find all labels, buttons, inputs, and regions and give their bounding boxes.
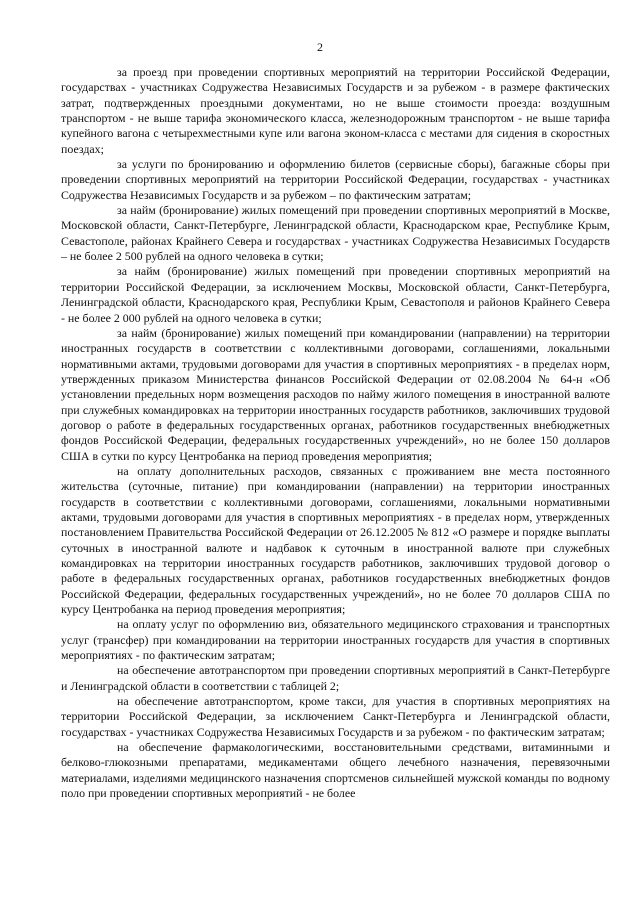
- paragraph-ticket-services: за услуги по бронированию и оформлению билетов (сервисные сборы), багажные сборы при проведении спортивных мероприятий на территории Российской Федерации, государствах - участниках Содружества Независимых Государств и за рубежом – по фактическим затратам;: [61, 157, 610, 202]
- paragraph-housing-abroad: за найм (бронирование) жилых помещений при командировании (направлении) на территории иностранных государств в соответствии с коллективными договорами, соглашениями, локальными нормативными актами, трудовыми договорами для участия в спортивных мероприятиях - в пределах норм, утвержденных приказом Министерства финансов Российской Федерации от 02.08.2004 № 64-н «Об установлении предельных норм возмещения расходов по найму жилого помещения в иностранной валюте при служебных командировках на территории иностранных государств работников, заключивших трудовой договор о работе в федеральных государственных органах, работников государственных внебюджетных фондов Российской Федерации, федеральных государственных учреждений», но не более 150 долларов США в сутки по курсу Центробанка на период проведения мероприятия;: [61, 325, 610, 463]
- paragraph-housing-moscow: за найм (бронирование) жилых помещений при проведении спортивных мероприятий в Москве, Московской области, Санкт-Петербурге, Ленинградской области, Краснодарском крае, Республике Крым, Севастополе, районах Крайнего Севера и государствах - участниках Содружества Независимых Государств – не более 2 500 рублей на одного человека в сутки;: [61, 203, 610, 264]
- paragraph-transport-other: на обеспечение автотранспортом, кроме такси, для участия в спортивных мероприятиях на территории Российской Федерации, за исключением Санкт-Петербурга и Ленинградской области, государствах - участниках Содружества Независимых Государств и за рубежом - по фактическим затратам;: [61, 694, 610, 739]
- paragraph-travel-costs: за проезд при проведении спортивных мероприятий на территории Российской Федерации, государствах - участниках Содружества Независимых Государств и за рубежом - в размере фактических затрат, подтвержденных проездными документами, но не выше стоимости проезда: воздушным транспортом - не выше тарифа экономического класса, железнодорожным транспортом - не выше тарифа купейного вагона с четырехместными купе или вагона эконом-класса с местами для сидения в скоростных поездах;: [61, 65, 610, 156]
- paragraph-transport-spb: на обеспечение автотранспортом при проведении спортивных мероприятий в Санкт-Петербурге и Ленинградской области в соответствии с таблицей 2;: [61, 663, 610, 693]
- document-body: [61, 65, 610, 802]
- paragraph-housing-russia: за найм (бронирование) жилых помещений при проведении спортивных мероприятий на территории Российской Федерации, за исключением Москвы, Московской области, Санкт-Петербурга, Ленинградской области, Краснодарского края, Республики Крым, Севастополя и районов Крайнего Севера - не более 2 000 рублей на одного человека в сутки;: [61, 264, 610, 325]
- paragraph-pharmacology: на обеспечение фармакологическими, восстановительными средствами, витаминными и белково-глюкозными препаратами, медикаментами общего лечебного назначения, перевязочными материалами, изделиями медицинского назначения спортсменов сильнейшей мужской команды по водному поло при проведении спортивных мероприятий - не более: [61, 740, 610, 801]
- paragraph-daily-allowance: на оплату дополнительных расходов, связанных с проживанием вне места постоянного жительства (суточные, питание) при командировании (направлении) на территории иностранных государств в соответствии с коллективными договорами, соглашениями, локальными нормативными актами, трудовыми договорами для участия в спортивных мероприятиях - в пределах норм, утвержденных постановлением Правительства Российской Федерации от 26.12.2005 № 812 «О размере и порядке выплаты суточных в иностранной валюте и надбавок к суточным в иностранной валюте при служебных командировках на территории иностранных государств работников, заключивших трудовой договор о работе в федеральных государственных органах, работников государственных внебюджетных фондов Российской Федерации, федеральных государственных учреждений», но не более 70 долларов США по курсу Центробанка на период проведения мероприятия;: [61, 463, 610, 617]
- page-number: 2: [317, 40, 323, 54]
- paragraph-visa-insurance: на оплату услуг по оформлению виз, обязательного медицинского страхования и транспортных услуг (трансфер) при командировании на территории иностранных государств для участия в спортивных мероприятиях - по фактическим затратам;: [61, 617, 610, 663]
